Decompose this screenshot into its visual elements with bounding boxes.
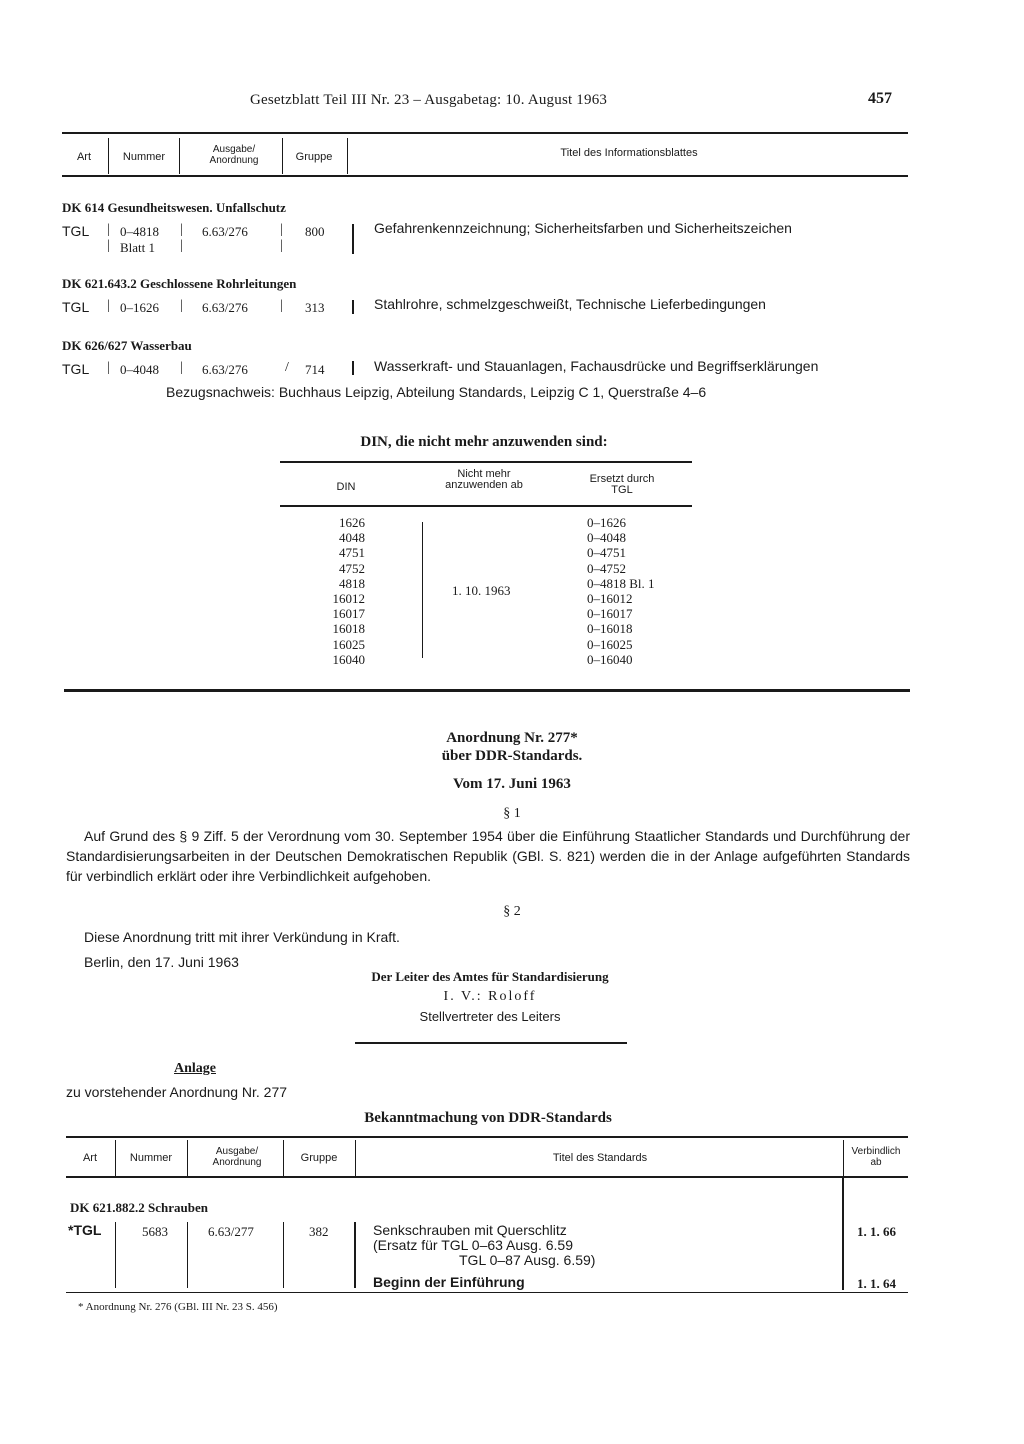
- table2-sep: [843, 1140, 844, 1176]
- row-titel: Stahlrohre, schmelzgeschweißt, Technische Lieferbedingungen: [374, 296, 766, 312]
- row-art: TGL: [62, 361, 90, 377]
- table1-sep: [347, 138, 348, 174]
- table2-top-rule: [66, 1136, 908, 1138]
- dk-heading: DK 621.882.2 Schrauben: [70, 1200, 208, 1215]
- table2-header-rule: [66, 1176, 908, 1178]
- bezugsnachweis: Bezugsnachweis: Buchhaus Leipzig, Abteilung Standards, Leipzig C 1, Querstraße 4–6: [166, 384, 707, 400]
- tgl-number: 0–16025: [587, 636, 633, 652]
- din-table-title: DIN, die nicht mehr anzuwenden sind:: [360, 434, 608, 450]
- row-divider: |: [280, 298, 283, 313]
- din-number: 4818: [339, 575, 365, 591]
- din-date: 1. 10. 1963: [452, 583, 511, 598]
- table2-sep: [187, 1140, 188, 1176]
- din-col-din: DIN: [336, 481, 356, 493]
- row-divider: |: [180, 298, 183, 313]
- tgl-number: 0–16018: [587, 621, 633, 637]
- row-verbindlich-1: 1. 1. 66: [857, 1224, 896, 1239]
- row-nummer: 0–1626: [120, 300, 159, 315]
- row-titel-line4: Beginn der Einführung: [373, 1274, 525, 1290]
- row-divider: [115, 1222, 116, 1288]
- row-nummer: 5683: [142, 1224, 168, 1239]
- table1-col-ausgabe: Ausgabe/ Anordnung: [209, 144, 259, 166]
- row-divider-bold: [842, 1178, 844, 1290]
- row-divider-bold: [354, 1222, 356, 1288]
- row-titel: Gefahrenkennzeichnung; Sicherheitsfarben und Sicherheitszeichen: [374, 220, 792, 236]
- row-titel-line2: (Ersatz für TGL 0–63 Ausg. 6.59: [373, 1237, 573, 1253]
- section-rule: [64, 689, 910, 692]
- row-titel: Wasserkraft- und Stauanlagen, Fachausdrücke und Begriffserklärungen: [374, 358, 819, 374]
- row-nummer-blatt: Blatt 1: [120, 240, 156, 255]
- din-col-ersetzt: Ersetzt durch TGL: [589, 473, 655, 496]
- tgl-number: 0–4048: [587, 530, 626, 546]
- din-number: 1626: [339, 515, 365, 530]
- paragraph-2-text: Diese Anordnung tritt mit ihrer Verkündung in Kraft.: [84, 929, 400, 945]
- table1-col-nummer: Nummer: [122, 151, 166, 163]
- table2-col-gruppe: Gruppe: [300, 1152, 338, 1164]
- table2-col-art: Art: [82, 1152, 98, 1164]
- row-ausgabe: 6.63/276: [202, 300, 248, 315]
- row-gruppe: 313: [305, 300, 325, 315]
- footnote: * Anordnung Nr. 276 (GBl. III Nr. 23 S. 456): [78, 1301, 278, 1313]
- table2-sep: [355, 1140, 356, 1176]
- row-divider: /: [285, 360, 289, 375]
- row-divider-bold: [352, 361, 354, 375]
- din-brace: [412, 522, 423, 658]
- row-divider: |: [107, 222, 110, 237]
- din-col-nicht-mehr: Nicht mehr anzuwenden ab: [445, 468, 523, 491]
- din-number: 4751: [339, 545, 365, 561]
- signer-name: I. V.: Roloff: [443, 989, 537, 1004]
- table2-sep: [283, 1140, 284, 1176]
- anordnung-title: Anordnung Nr. 277*: [446, 730, 578, 746]
- din-top-rule: [280, 461, 692, 463]
- paragraph-2-heading: § 2: [503, 904, 521, 919]
- dk-heading: DK 621.643.2 Geschlossene Rohrleitungen: [62, 276, 297, 291]
- anlage-label: Anlage: [174, 1061, 216, 1076]
- anordnung-date: Vom 17. Juni 1963: [453, 776, 571, 792]
- din-header-rule: [280, 505, 692, 507]
- table2-col-titel: Titel des Standards: [552, 1152, 648, 1164]
- table2-col-verbindlich: Verbindlich ab: [851, 1146, 901, 1168]
- running-title: Gesetzblatt Teil III Nr. 23 – Ausgabetag: 10. August 1963: [250, 92, 608, 108]
- paragraph-1-heading: § 1: [503, 806, 521, 821]
- table2-col-ausgabe: Ausgabe/ Anordnung: [212, 1146, 262, 1168]
- tgl-number: 0–4818 Bl. 1: [587, 575, 655, 591]
- signature-rule: [355, 1042, 627, 1044]
- row-art: TGL: [62, 223, 90, 239]
- din-number: 16017: [332, 606, 365, 622]
- row-nummer: 0–4818: [120, 224, 159, 239]
- row-titel-line3: TGL 0–87 Ausg. 6.59): [459, 1252, 596, 1268]
- din-number: 4752: [339, 560, 365, 576]
- tgl-number: 0–16040: [587, 651, 633, 667]
- table1-col-titel: Titel des Informationsblattes: [560, 147, 698, 159]
- page-number: 457: [868, 90, 892, 107]
- row-ausgabe: 6.63/277: [208, 1224, 254, 1239]
- row-divider: |: [180, 222, 183, 237]
- row-divider: |: [180, 360, 183, 375]
- table1-top-rule: [62, 132, 908, 134]
- tgl-number: 0–1626: [587, 515, 626, 530]
- tgl-numbers-column: [587, 515, 655, 667]
- row-divider: |: [107, 238, 110, 253]
- row-divider: |: [280, 222, 283, 237]
- row-divider-bold: [352, 224, 354, 254]
- dk-heading: DK 626/627 Wasserbau: [62, 338, 192, 353]
- tgl-number: 0–4752: [587, 560, 626, 576]
- table1-sep: [108, 138, 109, 174]
- row-ausgabe: 6.63/276: [202, 362, 248, 377]
- din-number: 16012: [332, 591, 365, 607]
- signer-title: Der Leiter des Amtes für Standardisierung: [371, 969, 609, 984]
- table1-col-art: Art: [76, 151, 92, 163]
- table2-sep: [115, 1140, 116, 1176]
- table1-col-gruppe: Gruppe: [295, 151, 333, 163]
- din-number: 4048: [339, 530, 365, 546]
- row-verbindlich-2: 1. 1. 64: [857, 1276, 896, 1291]
- row-divider: |: [180, 238, 183, 253]
- row-ausgabe: 6.63/276: [202, 224, 248, 239]
- dk-heading: DK 614 Gesundheitswesen. Unfallschutz: [62, 200, 286, 215]
- place-date: Berlin, den 17. Juni 1963: [84, 954, 239, 970]
- signer-role: Stellvertreter des Leiters: [419, 1009, 561, 1024]
- footnote-rule: [66, 1292, 908, 1293]
- row-gruppe: 714: [305, 362, 325, 377]
- tgl-number: 0–16012: [587, 591, 633, 607]
- table2-col-nummer: Nummer: [129, 1152, 173, 1164]
- row-gruppe: 382: [309, 1224, 329, 1239]
- anordnung-subtitle: über DDR-Standards.: [441, 748, 583, 764]
- anlage-title: Bekanntmachung von DDR-Standards: [364, 1110, 612, 1126]
- row-divider: |: [107, 298, 110, 313]
- row-nummer: 0–4048: [120, 362, 159, 377]
- row-titel-line1: Senkschrauben mit Querschlitz: [373, 1222, 567, 1238]
- row-divider: [187, 1222, 188, 1288]
- table1-sep: [282, 138, 283, 174]
- row-divider: |: [107, 360, 110, 375]
- row-art: *TGL: [68, 1222, 102, 1238]
- row-divider-bold: [352, 300, 354, 314]
- din-numbers-column: [325, 515, 365, 667]
- table1-sep: [179, 138, 180, 174]
- paragraph-1-text: Auf Grund des § 9 Ziff. 5 der Verordnung vom 30. September 1954 über die Einführung Staatlicher Standards und Durchführung der Standardisierungsarbeiten in der Deutschen Demokratischen Republik (GBl. S. 821) werden die in der Anlage aufgeführten Standards für verbindlich erklärt oder ihre Verbindlichkeit aufgehoben.: [66, 828, 910, 884]
- din-number: 16025: [332, 636, 365, 652]
- row-art: TGL: [62, 299, 90, 315]
- tgl-number: 0–4751: [587, 545, 626, 561]
- row-divider: [283, 1222, 284, 1288]
- din-number: 16018: [332, 621, 365, 637]
- tgl-number: 0–16017: [587, 606, 633, 622]
- anlage-subtitle: zu vorstehender Anordnung Nr. 277: [66, 1084, 288, 1100]
- row-divider: |: [280, 238, 283, 253]
- din-number: 16040: [332, 651, 365, 667]
- table1-header-rule: [62, 175, 908, 177]
- row-gruppe: 800: [305, 224, 325, 239]
